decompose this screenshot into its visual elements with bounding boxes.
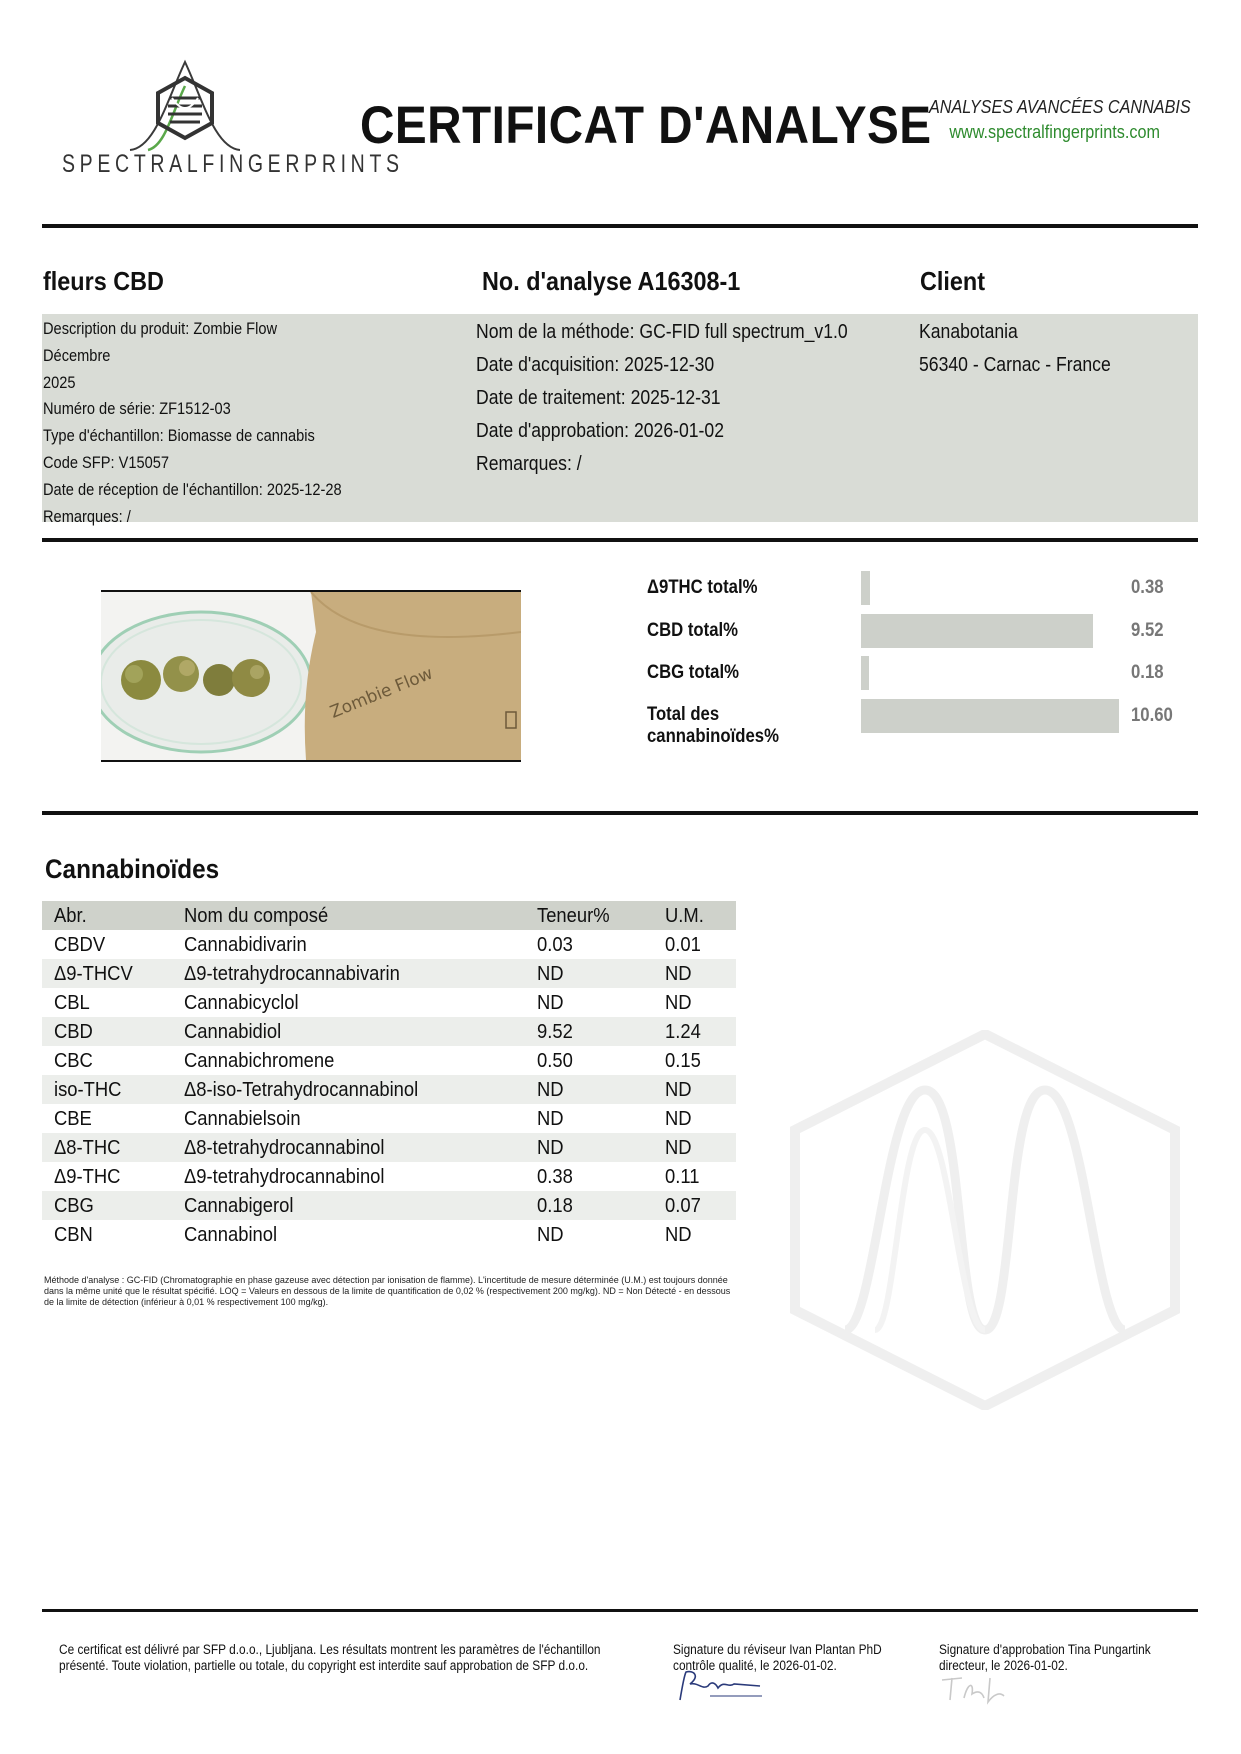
- table-cell: Cannabidiol: [184, 1021, 282, 1043]
- table-cell: CBD: [54, 1021, 93, 1043]
- table-cell: ND: [665, 1137, 692, 1159]
- cannabinoids-table: [42, 901, 736, 1249]
- total-value: 9.52: [1131, 620, 1164, 641]
- product-details: [43, 316, 342, 530]
- sample-photo-illustration: [101, 592, 521, 760]
- table-cell: CBE: [54, 1108, 92, 1130]
- table-cell: Cannabielsoin: [184, 1108, 301, 1130]
- table-row: [42, 1075, 736, 1104]
- analysis-line: Date de traitement: 2025-12-31: [476, 387, 721, 409]
- column-header: Abr.: [54, 905, 87, 927]
- column-header: Nom du composé: [184, 905, 329, 927]
- table-cell: ND: [537, 1079, 564, 1101]
- table-header: [42, 901, 736, 930]
- watermark-logo: [785, 1030, 1185, 1410]
- table-cell: Cannabicyclol: [184, 992, 299, 1014]
- table-row: [42, 930, 736, 959]
- envelope-label: Zombie Flow: [327, 663, 436, 723]
- table-row: [42, 1017, 736, 1046]
- product-line: Type d'échantillon: Biomasse de cannabis: [43, 426, 315, 446]
- total-value: 10.60: [1131, 705, 1173, 726]
- table-row: [42, 1162, 736, 1191]
- table-cell: 0.11: [665, 1166, 700, 1188]
- product-line: Décembre: [43, 345, 111, 365]
- table-cell: 1.24: [665, 1021, 701, 1043]
- table-cell: ND: [537, 963, 564, 985]
- table-cell: 0.03: [537, 934, 573, 956]
- table-row: [42, 988, 736, 1017]
- table-cell: CBDV: [54, 934, 106, 956]
- table-cell: Δ9-tetrahydrocannabivarin: [184, 963, 400, 985]
- client-line: 56340 - Carnac - France: [919, 354, 1111, 376]
- total-label: Total des cannabinoïdes%: [647, 704, 779, 747]
- product-line: Code SFP: V15057: [43, 452, 169, 472]
- table-cell: Cannabinol: [184, 1224, 278, 1246]
- total-bar: [861, 571, 870, 605]
- table-row: [42, 1046, 736, 1075]
- divider: [42, 538, 1198, 542]
- reviewer-line: contrôle qualité, le 2026-01-02.: [673, 1657, 837, 1673]
- logo-text: SPECTRALFINGERPRINTS: [62, 150, 404, 178]
- table-cell: Cannabidivarin: [184, 934, 307, 956]
- reviewer-signature-icon: [670, 1666, 770, 1704]
- product-line: Numéro de série: ZF1512-03: [43, 399, 231, 419]
- product-line: Description du produit: Zombie Flow: [43, 319, 278, 338]
- table-cell: Δ8-THC: [54, 1137, 121, 1159]
- product-line: Remarques: /: [43, 506, 131, 526]
- table-row: [42, 1133, 736, 1162]
- table-cell: 0.50: [537, 1050, 573, 1072]
- analysis-heading: No. d'analyse A16308-1: [482, 266, 741, 296]
- table-row: [42, 1104, 736, 1133]
- table-row: [42, 1191, 736, 1220]
- sample-photo: [101, 590, 521, 762]
- table-cell: 9.52: [537, 1021, 573, 1043]
- table-cell: CBN: [54, 1224, 93, 1246]
- divider: [42, 1609, 1198, 1612]
- cannabinoids-heading: Cannabinoïdes: [45, 854, 220, 884]
- total-bar: [861, 699, 1119, 733]
- table-cell: ND: [665, 1108, 692, 1130]
- table-cell: Δ8-tetrahydrocannabinol: [184, 1137, 385, 1159]
- disclaimer-line: présenté. Toute violation, partielle ou totale, du copyright est interdite sauf approbation de SFP d.o.o.: [59, 1657, 589, 1673]
- approver-line: directeur, le 2026-01-02.: [939, 1657, 1068, 1673]
- table-cell: Cannabigerol: [184, 1195, 294, 1217]
- total-bar: [861, 614, 1093, 648]
- table-cell: Δ9-THCV: [54, 963, 133, 985]
- table-cell: ND: [665, 963, 692, 985]
- table-cell: CBL: [54, 992, 90, 1014]
- table-cell: Δ9-THC: [54, 1166, 121, 1188]
- watermark-icon: [785, 1030, 1185, 1410]
- table-cell: ND: [665, 1224, 692, 1246]
- table-cell: 0.15: [665, 1050, 701, 1072]
- analysis-line: Date d'acquisition: 2025-12-30: [476, 354, 715, 376]
- table-cell: ND: [537, 1224, 564, 1246]
- reviewer-line: Signature du réviseur Ivan Plantan PhD: [673, 1642, 882, 1657]
- client-heading: Client: [920, 266, 986, 296]
- disclaimer-line: Ce certificat est délivré par SFP d.o.o., Ljubljana. Les résultats montrent les paramètres de l'échantillon: [59, 1642, 601, 1657]
- table-cell: 0.01: [665, 934, 701, 956]
- table-cell: Δ8-iso-Tetrahydrocannabinol: [184, 1079, 419, 1101]
- table-cell: Δ9-tetrahydrocannabinol: [184, 1166, 385, 1188]
- analysis-details: [476, 316, 848, 481]
- total-bar: [861, 656, 869, 690]
- table-cell: ND: [537, 1137, 564, 1159]
- approver-signature-icon: [938, 1672, 1018, 1706]
- logo-emblem-icon: [60, 58, 310, 153]
- client-line: Kanabotania: [919, 321, 1018, 343]
- table-cell: ND: [537, 992, 564, 1014]
- approver-signature-block: [939, 1642, 1151, 1673]
- tagline: ANALYSES AVANCÉES CANNABIS: [929, 97, 1191, 117]
- table-cell: ND: [537, 1108, 564, 1130]
- table-cell: iso-THC: [54, 1079, 122, 1101]
- table-cell: 0.38: [537, 1166, 573, 1188]
- divider: [42, 811, 1198, 815]
- total-label: CBD total%: [647, 620, 739, 641]
- table-row: [42, 1220, 736, 1249]
- total-label: Δ9THC total%: [647, 577, 758, 598]
- divider: [42, 224, 1198, 228]
- table-cell: 0.07: [665, 1195, 701, 1217]
- product-heading: fleurs CBD: [43, 266, 164, 296]
- client-details: [919, 316, 1111, 382]
- total-label: CBG total%: [647, 662, 739, 683]
- column-header: Teneur%: [537, 905, 610, 927]
- total-value: 0.38: [1131, 577, 1164, 598]
- disclaimer: [59, 1642, 601, 1673]
- analysis-line: Nom de la méthode: GC-FID full spectrum_v1.0: [476, 321, 848, 343]
- product-line: Date de réception de l'échantillon: 2025-12-28: [43, 479, 342, 499]
- total-value: 0.18: [1131, 662, 1164, 683]
- table-cell: CBG: [54, 1195, 94, 1217]
- table-cell: ND: [665, 1079, 692, 1101]
- table-cell: 0.18: [537, 1195, 573, 1217]
- analysis-line: Remarques: /: [476, 453, 582, 475]
- analysis-line: Date d'approbation: 2026-01-02: [476, 420, 724, 442]
- table-row: [42, 959, 736, 988]
- page-title: CERTIFICAT D'ANALYSE: [360, 96, 932, 155]
- method-note: Méthode d'analyse : GC-FID (Chromatographie en phase gazeuse avec détection par ionisation de flamme). L'incertitude de mesure déterminée (U.M.) est toujours donnée dans la même unité que le résultat spécifié. LOQ = Valeurs en dessous de la limite de quantification de 0,02 % (respectivement 200 mg/kg). ND = Non Détecté - en dessous de la limite de détection (inférieur à 0,01 % respectivement 100 mg/kg).: [44, 1275, 731, 1307]
- product-line: 2025: [43, 372, 76, 392]
- column-header: U.M.: [665, 905, 704, 927]
- website-link[interactable]: www.spectralfingerprints.com: [949, 122, 1160, 142]
- table-cell: CBC: [54, 1050, 93, 1072]
- approver-line: Signature d'approbation Tina Pungartink: [939, 1642, 1151, 1657]
- table-cell: Cannabichromene: [184, 1050, 335, 1072]
- table-cell: ND: [665, 992, 692, 1014]
